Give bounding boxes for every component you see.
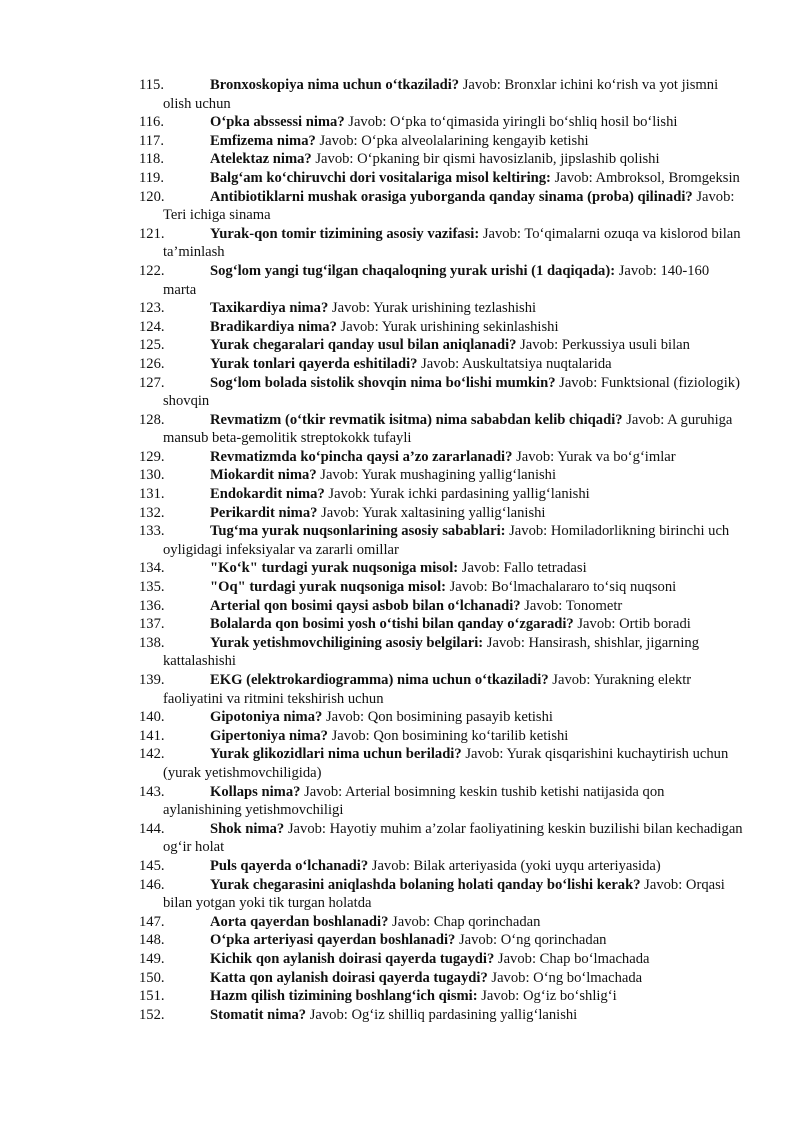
qa-item (0, 76, 743, 113)
item-number: 115. (139, 77, 164, 93)
qa-item (0, 225, 743, 262)
qa-item (0, 615, 743, 634)
qa-item (0, 857, 743, 876)
qa-item (0, 671, 743, 708)
item-number: 117. (139, 132, 164, 149)
item-number: 139. (139, 672, 165, 688)
qa-item (0, 1006, 743, 1025)
question-text: Yurak yetishmovchiligining asosiy belgilari: (210, 634, 484, 651)
question-text: Bolalarda qon bosimi yosh o‘tishi bilan qanday o‘zgaradi? (210, 616, 574, 633)
question-text: Shok nima? (210, 820, 285, 837)
item-number: 130. (139, 467, 165, 484)
question-text: Emfizema nima? (210, 132, 316, 149)
qa-item (0, 485, 743, 504)
qa-item (0, 262, 743, 299)
question-text: Arterial qon bosimi qaysi asbob bilan o‘lchanadi? (210, 597, 521, 614)
question-text: O‘pka arteriyasi qayerdan boshlanadi? (210, 932, 456, 949)
question-text: Revmatizmda ko‘pincha qaysi a’zo zararlanadi? (210, 448, 513, 465)
question-text: O‘pka abssessi nima? (210, 114, 345, 131)
qa-item (0, 950, 743, 969)
answer-text: Javob: Perkussiya usuli bilan (516, 337, 690, 354)
qa-item (0, 783, 743, 820)
item-number: 142. (139, 746, 165, 763)
question-text: Gipotoniya nima? (210, 709, 323, 726)
question-text: "Ko‘k" turdagi yurak nuqsoniga misol: (210, 560, 459, 577)
answer-text: Javob: Bilak arteriyasida (yoki uyqu arteriyasida) (368, 857, 661, 874)
qa-item (0, 299, 743, 318)
item-number: 125. (139, 337, 165, 354)
qa-item (0, 969, 743, 988)
question-text: Gipertoniya nima? (210, 727, 328, 744)
question-text: Kollaps nima? (210, 783, 301, 800)
answer-text: Javob: To‘qimalarni ozuqa va kislorod bilan ta’minlash (163, 225, 741, 261)
answer-text: Javob: Yurak urishining tezlashishi (328, 300, 537, 317)
answer-text: Javob: Auskultatsiya nuqtalarida (417, 355, 612, 372)
qa-list (0, 76, 800, 1024)
question-text: Yurak chegaralari qanday usul bilan aniqlanadi? (210, 337, 517, 354)
qa-item (0, 876, 743, 913)
answer-text: Javob: Qon bosimining ko‘tarilib ketishi (327, 727, 569, 744)
qa-item (0, 504, 743, 523)
answer-text: Javob: Hayotiy muhim a’zolar faoliyatining keskin buzilishi bilan kechadigan og‘ir holat (163, 820, 743, 856)
item-number: 121. (139, 225, 165, 242)
answer-text: Javob: Og‘iz shilliq pardasining yallig‘lanishi (306, 1006, 578, 1023)
question-text: Katta qon aylanish doirasi qayerda tugaydi? (210, 969, 488, 986)
qa-item (0, 578, 743, 597)
item-number: 140. (139, 709, 165, 726)
qa-item (0, 466, 743, 485)
qa-item (0, 745, 743, 782)
answer-text: Javob: Bronxlar ichini ko‘rish va yot jismni olish uchun (163, 77, 719, 112)
question-text: Yurak tonlari qayerda eshitiladi? (210, 355, 418, 372)
qa-item (0, 597, 743, 616)
qa-item (0, 448, 743, 467)
answer-text: Javob: Homiladorlikning birinchi uch oyligidagi infeksiyalar va zararli omillar (163, 523, 730, 558)
answer-text: Javob: Og‘iz bo‘shlig‘i (477, 988, 617, 1005)
item-number: 145. (139, 857, 165, 874)
item-number: 147. (139, 913, 165, 930)
item-number: 150. (139, 969, 165, 986)
question-text: Yurak chegarasini aniqlashda bolaning holati qanday bo‘lishi kerak? (210, 876, 641, 893)
answer-text: Javob: O‘pkaning bir qismi havosizlanib, jipslashib qolishi (311, 151, 660, 168)
item-number: 144. (139, 820, 165, 837)
question-text: Puls qayerda o‘lchanadi? (210, 857, 369, 874)
item-number: 151. (139, 988, 165, 1005)
qa-item (0, 132, 743, 151)
question-text: Revmatizm (o‘tkir revmatik isitma) nima sababdan kelib chiqadi? (210, 411, 623, 428)
item-number: 123. (139, 300, 165, 317)
question-text: Endokardit nima? (210, 486, 325, 503)
answer-text: Javob: O‘ng qorinchadan (455, 932, 607, 949)
qa-item (0, 411, 743, 448)
item-number: 134. (139, 560, 165, 577)
answer-text: Javob: Yurak va bo‘g‘imlar (512, 448, 676, 465)
answer-text: Javob: Hansirash, shishlar, jigarning kattalashishi (163, 634, 699, 670)
answer-text: Javob: Yurakning elektr faoliyatini va ritmini tekshirish uchun (163, 672, 692, 707)
question-text: EKG (elektrokardiogramma) nima uchun o‘tkaziladi? (210, 672, 549, 688)
question-text: Perikardit nima? (210, 504, 318, 521)
question-text: "Oq" turdagi yurak nuqsoniga misol: (210, 579, 446, 596)
qa-item (0, 708, 743, 727)
answer-text: Javob: Teri ichiga sinama (163, 188, 735, 224)
answer-text: Javob: O‘ng bo‘lmachada (487, 969, 643, 986)
answer-text: Javob: 140-160 marta (163, 262, 710, 298)
item-number: 119. (139, 169, 164, 186)
answer-text: Javob: Tonometr (520, 597, 623, 614)
item-number: 149. (139, 950, 165, 967)
item-number: 122. (139, 262, 165, 279)
item-number: 133. (139, 523, 165, 540)
qa-item (0, 150, 743, 169)
qa-item (0, 318, 743, 337)
item-number: 137. (139, 616, 165, 633)
item-number: 116. (139, 114, 164, 131)
qa-item (0, 913, 743, 932)
question-text: Bradikardiya nima? (210, 318, 337, 335)
qa-item (0, 374, 743, 411)
item-number: 128. (139, 411, 165, 428)
answer-text: Javob: Yurak qisqarishini kuchaytirish uchun (yurak yetishmovchiligida) (163, 746, 729, 781)
question-text: Antibiotiklarni mushak orasiga yuborganda qanday sinama (proba) qilinadi? (210, 188, 693, 205)
answer-text: Javob: Yurak mushagining yallig‘lanishi (316, 467, 557, 484)
question-text: Miokardit nima? (210, 467, 317, 484)
item-number: 135. (139, 579, 165, 596)
item-number: 143. (139, 783, 165, 800)
qa-item (0, 355, 743, 374)
question-text: Atelektaz nima? (210, 151, 312, 168)
answer-text: Javob: Chap qorinchadan (388, 913, 541, 930)
item-number: 120. (139, 188, 165, 205)
question-text: Yurak-qon tomir tizimining asosiy vazifasi: (210, 225, 480, 242)
question-text: Yurak glikozidlari nima uchun beriladi? (210, 746, 462, 763)
answer-text: Javob: O‘pka alveolalarining kengayib ketishi (315, 132, 589, 149)
question-text: Sog‘lom bolada sistolik shovqin nima bo‘lishi mumkin? (210, 374, 556, 391)
item-number: 148. (139, 932, 165, 949)
question-text: Taxikardiya nima? (210, 300, 329, 317)
item-number: 146. (139, 876, 165, 893)
item-number: 129. (139, 448, 165, 465)
question-text: Bronxoskopiya nima uchun o‘tkaziladi? (210, 77, 460, 93)
qa-item (0, 634, 743, 671)
question-text: Stomatit nima? (210, 1006, 307, 1023)
answer-text: Javob: Funktsional (fiziologik) shovqin (163, 374, 740, 410)
item-number: 126. (139, 355, 165, 372)
question-text: Sog‘lom yangi tug‘ilgan chaqaloqning yurak urishi (1 daqiqada): (210, 262, 616, 279)
answer-text: Javob: Yurak urishining sekinlashishi (336, 318, 559, 335)
item-number: 131. (139, 486, 165, 503)
item-number: 118. (139, 151, 164, 168)
question-text: Balg‘am ko‘chiruvchi dori vositalariga misol keltiring: (210, 169, 551, 186)
answer-text: Javob: Qon bosimining pasayib ketishi (322, 709, 553, 726)
item-number: 124. (139, 318, 165, 335)
answer-text: Javob: Bo‘lmachalararo to‘siq nuqsoni (445, 579, 677, 596)
item-number: 127. (139, 374, 165, 391)
answer-text: Javob: Chap bo‘lmachada (494, 950, 650, 967)
answer-text: Javob: Fallo tetradasi (458, 560, 587, 577)
answer-text: Javob: O‘pka to‘qimasida yiringli bo‘shliq hosil bo‘lishi (344, 114, 678, 131)
item-number: 136. (139, 597, 165, 614)
question-text: Hazm qilish tizimining boshlang‘ich qismi: (210, 988, 478, 1005)
item-number: 141. (139, 727, 165, 744)
qa-item (0, 727, 743, 746)
answer-text: Javob: Orqasi bilan yotgan yoki tik turgan holatda (163, 876, 725, 912)
answer-text: Javob: Arterial bosimning keskin tushib ketishi natijasida qon aylanishining yetishmovchiligi (163, 783, 665, 819)
qa-item (0, 987, 743, 1006)
question-text: Tug‘ma yurak nuqsonlarining asosiy sabablari: (210, 523, 506, 540)
qa-item (0, 820, 743, 857)
question-text: Aorta qayerdan boshlanadi? (210, 913, 389, 930)
qa-item (0, 169, 743, 188)
qa-item (0, 522, 743, 559)
qa-item (0, 931, 743, 950)
item-number: 132. (139, 504, 165, 521)
answer-text: Javob: Yurak xaltasining yallig‘lanishi (317, 504, 546, 521)
qa-item (0, 113, 743, 132)
answer-text: Javob: Yurak ichki pardasining yallig‘lanishi (324, 486, 590, 503)
question-text: Kichik qon aylanish doirasi qayerda tugaydi? (210, 950, 495, 967)
qa-item (0, 559, 743, 578)
qa-item (0, 188, 743, 225)
item-number: 138. (139, 634, 165, 651)
answer-text: Javob: Ortib boradi (573, 616, 691, 633)
answer-text: Javob: Ambroksol, Bromgeksin (550, 169, 740, 186)
qa-item (0, 336, 743, 355)
item-number: 152. (139, 1006, 165, 1023)
answer-text: Javob: A guruhiga mansub beta-gemolitik streptokokk tufayli (163, 411, 733, 447)
